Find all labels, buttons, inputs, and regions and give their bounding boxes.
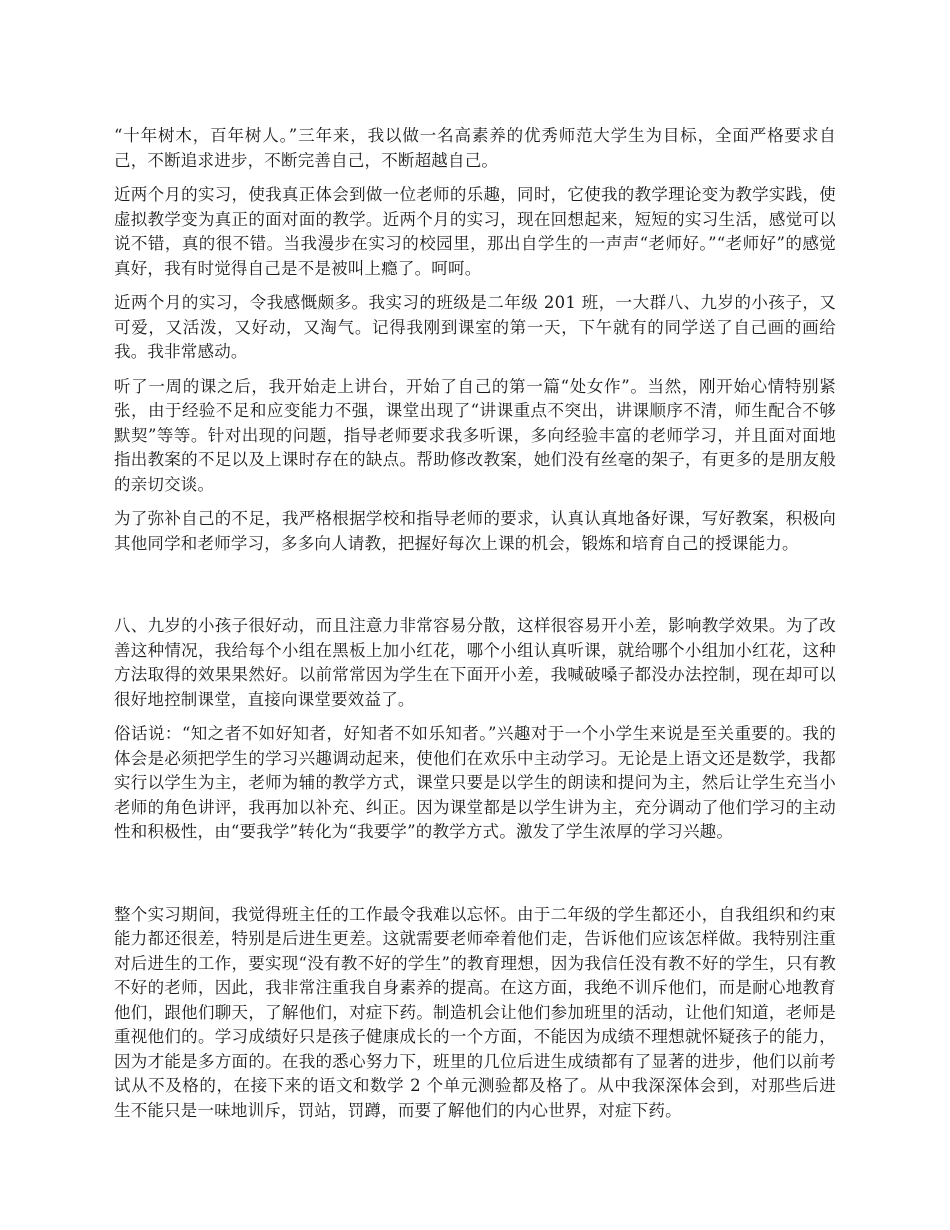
document-page bbox=[114, 124, 836, 1133]
section-3 bbox=[114, 903, 836, 1124]
paragraph: 近两个月的实习，使我真正体会到做一位老师的乐趣，同时，它使我的教学理论变为教学实践，使虚拟教学变为真正的面对面的教学。近两个月的实习，现在回想起来，短短的实习生活，感觉可以说不错，真的很不错。当我漫步在实习的校园里，那出自学生的一声声“老师好。”“老师好”的感觉真好，我有时觉得自己是不是被叫上瘾了。呵呵。 bbox=[114, 185, 836, 278]
paragraph: 八、九岁的小孩子很好动，而且注意力非常容易分散，这样很容易开小差，影响教学效果。为了改善这种情况，我给每个小组在黑板上加小红花，哪个小组认真听课，就给哪个小组加小红花，这种方法取得的效果果然好。以前常常因为学生在下面开小差，我喊破嗓子都没办法控制，现在却可以很好地控制课堂，直接向课堂要效益了。 bbox=[114, 616, 836, 709]
section-2 bbox=[114, 614, 836, 845]
paragraph: 为了弥补自己的不足，我严格根据学校和指导老师的要求，认真认真地备好课，写好教案，积极向其他同学和老师学习，多多向人请教，把握好每次上课的机会，锻炼和培育自己的授课能力。 bbox=[114, 509, 836, 553]
paragraph: “十年树木，百年树人。”三年来，我以做一名高素养的优秀师范大学生为目标，全面严格要求自己，不断追求进步，不断完善自己，不断超越自己。 bbox=[114, 126, 836, 170]
paragraph: 俗话说：“知之者不如好知者，好知者不如乐知者。”兴趣对于一个小学生来说是至关重要的。我的体会是必须把学生的学习兴趣调动起来，使他们在欢乐中主动学习。无论是上语文还是数学，我都实行以学生为主，老师为辅的教学方式，课堂只要是以学生的朗读和提问为主，然后让学生充当小老师的角色讲评，我再加以补充、纠正。因为课堂都是以学生讲为主，充分调动了他们学习的主动性和积极性，由“要我学”转化为“我要学”的教学方式。激发了学生浓厚的学习兴趣。 bbox=[114, 724, 836, 841]
paragraph: 整个实习期间，我觉得班主任的工作最令我难以忘怀。由于二年级的学生都还小，自我组织和约束能力都还很差，特别是后进生更差。这就需要老师牵着他们走，告诉他们应该怎样做。我特别注重对后进生的工作，要实现“没有教不好的学生”的教育理想，因为我信任没有教不好的学生，只有教不好的老师，因此，我非常注重我自身素养的提高。在这方面，我绝不训斥他们，而是耐心地教育他们，跟他们聊天，了解他们，对症下药。制造机会让他们参加班里的活动，让他们知道，老师是重视他们的。学习成绩好只是孩子健康成长的一个方面，不能因为成绩不理想就怀疑孩子的能力，因为才能是多方面的。在我的悉心努力下，班里的几位后进生成绩都有了显著的进步，他们以前考试从不及格的，在接下来的语文和数学 2 个单元测验都及格了。从中我深深体会到，对那些后进生不能只是一味地训斥，罚站，罚蹲，而要了解他们的内心世界，对症下药。 bbox=[114, 904, 836, 1120]
section-spacer bbox=[114, 566, 836, 614]
section-spacer bbox=[114, 855, 836, 903]
paragraph: 听了一周的课之后，我开始走上讲台，开始了自己的第一篇“处女作”。当然，刚开始心情特别紧张，由于经验不足和应变能力不强，课堂出现了“讲课重点不突出，讲课顺序不清，师生配合不够默契”等等。针对出现的问题，指导老师要求我多听课，多向经验丰富的老师学习，并且面对面地指出教案的不足以及上课时存在的缺点。帮助修改教案，她们没有丝毫的架子，有更多的是朋友般的亲切交谈。 bbox=[114, 376, 836, 494]
section-1 bbox=[114, 124, 836, 556]
paragraph: 近两个月的实习，令我感慨颇多。我实习的班级是二年级 201 班，一大群八、九岁的小孩子，又可爱，又活泼，又好动，又淘气。记得我刚到课室的第一天，下午就有的同学送了自己画的画给我。我非常感动。 bbox=[114, 293, 836, 361]
